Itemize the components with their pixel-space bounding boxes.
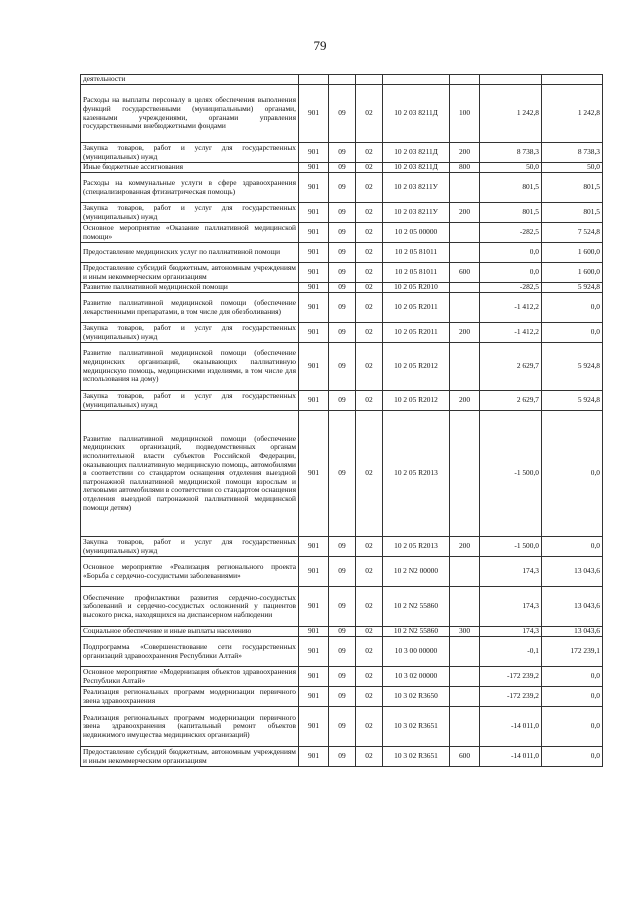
table-row xyxy=(81,143,603,163)
cell-amount-change: -14 011,0 xyxy=(480,747,542,767)
cell-section: 09 xyxy=(329,343,356,391)
row-name: Основное мероприятие «Оказание паллиативной медицинской помощи» xyxy=(81,223,299,243)
cell-section: 09 xyxy=(329,627,356,637)
cell-section: 09 xyxy=(329,707,356,747)
cell-ministry: 901 xyxy=(299,747,329,767)
cell-expense-type xyxy=(450,283,480,293)
cell-ministry: 901 xyxy=(299,587,329,627)
cell-section: 09 xyxy=(329,557,356,587)
cell-amount-change: -1 412,2 xyxy=(480,293,542,323)
cell-amount-total: 50,0 xyxy=(542,163,603,173)
cell-ministry: 901 xyxy=(299,143,329,163)
cell-subsection: 02 xyxy=(356,223,383,243)
cell-subsection: 02 xyxy=(356,173,383,203)
cell-expense-type xyxy=(450,637,480,667)
cell-section: 09 xyxy=(329,391,356,411)
table-row xyxy=(81,687,603,707)
cell-expense-type: 200 xyxy=(450,323,480,343)
cell-target-item: 10 2 05 R2013 xyxy=(383,411,450,537)
row-name: Закупка товаров, работ и услуг для государственных (муниципальных) нужд xyxy=(81,537,299,557)
cell-amount-change: -172 239,2 xyxy=(480,687,542,707)
cell-target-item: 10 3 02 R3651 xyxy=(383,747,450,767)
cell-ministry: 901 xyxy=(299,667,329,687)
cell-section: 09 xyxy=(329,143,356,163)
cell-ministry: 901 xyxy=(299,391,329,411)
cell-ministry: 901 xyxy=(299,343,329,391)
cell-ministry: 901 xyxy=(299,411,329,537)
cell-amount-total: 1 242,8 xyxy=(542,85,603,143)
cell-target-item: 10 2 05 R2012 xyxy=(383,343,450,391)
cell-target-item: 10 3 00 00000 xyxy=(383,637,450,667)
cell-expense-type xyxy=(450,343,480,391)
cell-ministry: 901 xyxy=(299,557,329,587)
row-name: Расходы на коммунальные услуги в сфере здравоохранения (специализированная фтизиатрическая помощь) xyxy=(81,173,299,203)
cell-section: 09 xyxy=(329,173,356,203)
table-row xyxy=(81,283,603,293)
cell-subsection: 02 xyxy=(356,283,383,293)
row-name: Подпрограмма «Совершенствование сети государственных организаций здравоохранения Республики Алтай» xyxy=(81,637,299,667)
table-row xyxy=(81,293,603,323)
cell-amount-change: -282,5 xyxy=(480,283,542,293)
cell-amount-total: 5 924,8 xyxy=(542,343,603,391)
cell-amount-total: 5 924,8 xyxy=(542,391,603,411)
cell-section: 09 xyxy=(329,687,356,707)
cell-amount-total: 0,0 xyxy=(542,323,603,343)
row-name: Закупка товаров, работ и услуг для государственных (муниципальных) нужд xyxy=(81,203,299,223)
cell-target-item: 10 2 05 81011 xyxy=(383,263,450,283)
row-name: Развитие паллиативной медицинской помощи (обеспечение медицинских организаций, подведомственных органам исполнительной власти субъектов Российской Федерации, оказывающих паллиативную медицинскую помощь, автомобилями в соответствии со стандартом оснащения отделения выездной патронажной паллиативной медицинской помощи взрослым и легковыми автомобилями в соответствии со стандартом оснащения отделения выездной патронажной паллиативной медицинской помощи детям) xyxy=(81,411,299,537)
cell-section: 09 xyxy=(329,537,356,557)
cell-ministry: 901 xyxy=(299,627,329,637)
cell-expense-type: 200 xyxy=(450,391,480,411)
cell-amount-change: 50,0 xyxy=(480,163,542,173)
table-row xyxy=(81,747,603,767)
cell-amount-change: -1 500,0 xyxy=(480,537,542,557)
cell-amount-change: 174,3 xyxy=(480,627,542,637)
table-row xyxy=(81,343,603,391)
cell-subsection xyxy=(356,75,383,85)
cell-amount-total: 1 600,0 xyxy=(542,263,603,283)
cell-target-item: 10 2 05 R2011 xyxy=(383,293,450,323)
cell-expense-type xyxy=(450,293,480,323)
cell-amount-total: 0,0 xyxy=(542,707,603,747)
row-name: Развитие паллиативной медицинской помощи (обеспечение медицинских организаций, оказывающих паллиативную медицинскую помощь, медицинскими изделиями, в том числе для использования на дому) xyxy=(81,343,299,391)
cell-target-item: 10 2 N2 00000 xyxy=(383,557,450,587)
cell-amount-change: -1 500,0 xyxy=(480,411,542,537)
cell-amount-total: 0,0 xyxy=(542,537,603,557)
cell-target-item: 10 2 03 8211Д xyxy=(383,163,450,173)
cell-amount-change: 174,3 xyxy=(480,557,542,587)
table-row xyxy=(81,85,603,143)
cell-expense-type xyxy=(450,243,480,263)
cell-ministry: 901 xyxy=(299,163,329,173)
cell-expense-type: 200 xyxy=(450,537,480,557)
table-row xyxy=(81,411,603,537)
cell-target-item: 10 2 05 00000 xyxy=(383,223,450,243)
cell-target-item: 10 2 05 R2013 xyxy=(383,537,450,557)
cell-target-item: 10 3 02 R3650 xyxy=(383,687,450,707)
table-row xyxy=(81,637,603,667)
cell-amount-total: 13 043,6 xyxy=(542,587,603,627)
cell-target-item: 10 2 03 8211У xyxy=(383,173,450,203)
cell-subsection: 02 xyxy=(356,323,383,343)
cell-section xyxy=(329,75,356,85)
row-name: деятельности xyxy=(81,75,299,85)
cell-expense-type: 800 xyxy=(450,163,480,173)
cell-target-item: 10 2 05 R2011 xyxy=(383,323,450,343)
cell-expense-type xyxy=(450,557,480,587)
cell-amount-total: 0,0 xyxy=(542,687,603,707)
cell-expense-type: 100 xyxy=(450,85,480,143)
row-name: Развитие паллиативной медицинской помощи (обеспечение лекарственными препаратами, в том числе для обезболивания) xyxy=(81,293,299,323)
cell-expense-type xyxy=(450,75,480,85)
cell-subsection: 02 xyxy=(356,687,383,707)
cell-amount-change: -14 011,0 xyxy=(480,707,542,747)
budget-table xyxy=(80,74,603,767)
row-name: Развитие паллиативной медицинской помощи xyxy=(81,283,299,293)
cell-subsection: 02 xyxy=(356,203,383,223)
row-name: Иные бюджетные ассигнования xyxy=(81,163,299,173)
cell-section: 09 xyxy=(329,747,356,767)
table-row xyxy=(81,391,603,411)
row-name: Закупка товаров, работ и услуг для государственных (муниципальных) нужд xyxy=(81,391,299,411)
row-name: Закупка товаров, работ и услуг для государственных (муниципальных) нужд xyxy=(81,323,299,343)
cell-amount-total: 13 043,6 xyxy=(542,627,603,637)
cell-amount-change: 801,5 xyxy=(480,203,542,223)
cell-amount-change: -0,1 xyxy=(480,637,542,667)
cell-section: 09 xyxy=(329,667,356,687)
cell-ministry: 901 xyxy=(299,173,329,203)
cell-ministry: 901 xyxy=(299,323,329,343)
cell-expense-type xyxy=(450,707,480,747)
cell-subsection: 02 xyxy=(356,587,383,627)
cell-amount-change: 2 629,7 xyxy=(480,391,542,411)
cell-ministry: 901 xyxy=(299,283,329,293)
cell-expense-type xyxy=(450,223,480,243)
cell-subsection: 02 xyxy=(356,627,383,637)
row-name: Предоставление субсидий бюджетным, автономным учреждениям и иным некоммерческим организациям xyxy=(81,747,299,767)
cell-subsection: 02 xyxy=(356,343,383,391)
cell-section: 09 xyxy=(329,263,356,283)
cell-expense-type xyxy=(450,587,480,627)
table-row xyxy=(81,243,603,263)
cell-amount-total: 0,0 xyxy=(542,293,603,323)
row-name: Основное мероприятие «Модернизация объектов здравоохранения Республики Алтай» xyxy=(81,667,299,687)
cell-amount-change xyxy=(480,75,542,85)
row-name: Реализация региональных программ модернизации первичного звена здравоохранения xyxy=(81,687,299,707)
cell-amount-total: 8 738,3 xyxy=(542,143,603,163)
cell-amount-change: 1 242,8 xyxy=(480,85,542,143)
cell-ministry: 901 xyxy=(299,707,329,747)
cell-expense-type xyxy=(450,173,480,203)
cell-subsection: 02 xyxy=(356,707,383,747)
cell-section: 09 xyxy=(329,163,356,173)
cell-expense-type xyxy=(450,667,480,687)
cell-expense-type: 200 xyxy=(450,203,480,223)
cell-amount-total: 0,0 xyxy=(542,747,603,767)
cell-amount-change: 2 629,7 xyxy=(480,343,542,391)
cell-section: 09 xyxy=(329,85,356,143)
table-row xyxy=(81,537,603,557)
cell-target-item: 10 2 03 8211Д xyxy=(383,143,450,163)
table-row xyxy=(81,263,603,283)
table-row xyxy=(81,557,603,587)
cell-section: 09 xyxy=(329,283,356,293)
cell-subsection: 02 xyxy=(356,293,383,323)
cell-ministry xyxy=(299,75,329,85)
table-row xyxy=(81,75,603,85)
table-row xyxy=(81,223,603,243)
cell-subsection: 02 xyxy=(356,747,383,767)
table-row xyxy=(81,587,603,627)
row-name: Основное мероприятие «Реализация регионального проекта «Борьба с сердечно-сосудистыми заболеваниями» xyxy=(81,557,299,587)
cell-amount-total xyxy=(542,75,603,85)
cell-amount-total: 801,5 xyxy=(542,203,603,223)
cell-target-item: 10 2 05 R2010 xyxy=(383,283,450,293)
cell-target-item: 10 2 03 8211Д xyxy=(383,85,450,143)
cell-section: 09 xyxy=(329,243,356,263)
cell-expense-type: 600 xyxy=(450,747,480,767)
cell-ministry: 901 xyxy=(299,263,329,283)
cell-subsection: 02 xyxy=(356,163,383,173)
cell-subsection: 02 xyxy=(356,667,383,687)
cell-section: 09 xyxy=(329,587,356,627)
cell-amount-change: 0,0 xyxy=(480,243,542,263)
cell-section: 09 xyxy=(329,411,356,537)
row-name: Предоставление медицинских услуг по паллиативной помощи xyxy=(81,243,299,263)
cell-target-item xyxy=(383,75,450,85)
cell-target-item: 10 2 03 8211У xyxy=(383,203,450,223)
cell-subsection: 02 xyxy=(356,85,383,143)
cell-target-item: 10 2 N2 55860 xyxy=(383,587,450,627)
row-name: Социальное обеспечение и иные выплаты населению xyxy=(81,627,299,637)
cell-amount-total: 1 600,0 xyxy=(542,243,603,263)
cell-section: 09 xyxy=(329,293,356,323)
cell-ministry: 901 xyxy=(299,243,329,263)
cell-amount-change: 8 738,3 xyxy=(480,143,542,163)
cell-amount-change: -172 239,2 xyxy=(480,667,542,687)
row-name: Расходы на выплаты персоналу в целях обеспечения выполнения функций государственными (муниципальными) органами, казенными учреждениями, органами управления государственными внебюджетными фондами xyxy=(81,85,299,143)
table-row xyxy=(81,203,603,223)
cell-amount-total: 0,0 xyxy=(542,411,603,537)
row-name: Закупка товаров, работ и услуг для государственных (муниципальных) нужд xyxy=(81,143,299,163)
row-name: Обеспечение профилактики развития сердечно-сосудистых заболеваний и сердечно-сосудистых осложнений у пациентов высокого риска, находящихся на диспансерном наблюдении xyxy=(81,587,299,627)
cell-amount-total: 7 524,8 xyxy=(542,223,603,243)
cell-section: 09 xyxy=(329,223,356,243)
cell-ministry: 901 xyxy=(299,537,329,557)
cell-expense-type: 200 xyxy=(450,143,480,163)
cell-ministry: 901 xyxy=(299,203,329,223)
cell-target-item: 10 2 05 R2012 xyxy=(383,391,450,411)
cell-expense-type: 300 xyxy=(450,627,480,637)
cell-amount-change: 174,3 xyxy=(480,587,542,627)
cell-subsection: 02 xyxy=(356,263,383,283)
row-name: Реализация региональных программ модернизации первичного звена здравоохранения (капитальный ремонт объектов недвижимого имущества медицинских организаций) xyxy=(81,707,299,747)
cell-expense-type xyxy=(450,687,480,707)
cell-expense-type: 600 xyxy=(450,263,480,283)
cell-amount-total: 13 043,6 xyxy=(542,557,603,587)
cell-target-item: 10 2 N2 55860 xyxy=(383,627,450,637)
cell-amount-change: 801,5 xyxy=(480,173,542,203)
cell-subsection: 02 xyxy=(356,143,383,163)
cell-subsection: 02 xyxy=(356,391,383,411)
cell-subsection: 02 xyxy=(356,637,383,667)
cell-amount-total: 5 924,8 xyxy=(542,283,603,293)
cell-subsection: 02 xyxy=(356,243,383,263)
cell-ministry: 901 xyxy=(299,687,329,707)
cell-subsection: 02 xyxy=(356,557,383,587)
cell-section: 09 xyxy=(329,203,356,223)
cell-amount-total: 0,0 xyxy=(542,667,603,687)
cell-target-item: 10 3 02 00000 xyxy=(383,667,450,687)
cell-ministry: 901 xyxy=(299,223,329,243)
cell-amount-total: 172 239,1 xyxy=(542,637,603,667)
cell-ministry: 901 xyxy=(299,637,329,667)
table-row xyxy=(81,163,603,173)
cell-subsection: 02 xyxy=(356,537,383,557)
cell-ministry: 901 xyxy=(299,293,329,323)
cell-section: 09 xyxy=(329,323,356,343)
cell-amount-change: -1 412,2 xyxy=(480,323,542,343)
cell-subsection: 02 xyxy=(356,411,383,537)
cell-section: 09 xyxy=(329,637,356,667)
page-number: 79 xyxy=(313,38,327,53)
table-row xyxy=(81,707,603,747)
table-row xyxy=(81,323,603,343)
cell-target-item: 10 3 02 R3651 xyxy=(383,707,450,747)
cell-expense-type xyxy=(450,411,480,537)
cell-amount-total: 801,5 xyxy=(542,173,603,203)
table-row xyxy=(81,627,603,637)
table-row xyxy=(81,667,603,687)
cell-amount-change: 0,0 xyxy=(480,263,542,283)
row-name: Предоставление субсидий бюджетным, автономным учреждениям и иным некоммерческим организациям xyxy=(81,263,299,283)
table-row xyxy=(81,173,603,203)
cell-ministry: 901 xyxy=(299,85,329,143)
cell-amount-change: -282,5 xyxy=(480,223,542,243)
cell-target-item: 10 2 05 81011 xyxy=(383,243,450,263)
